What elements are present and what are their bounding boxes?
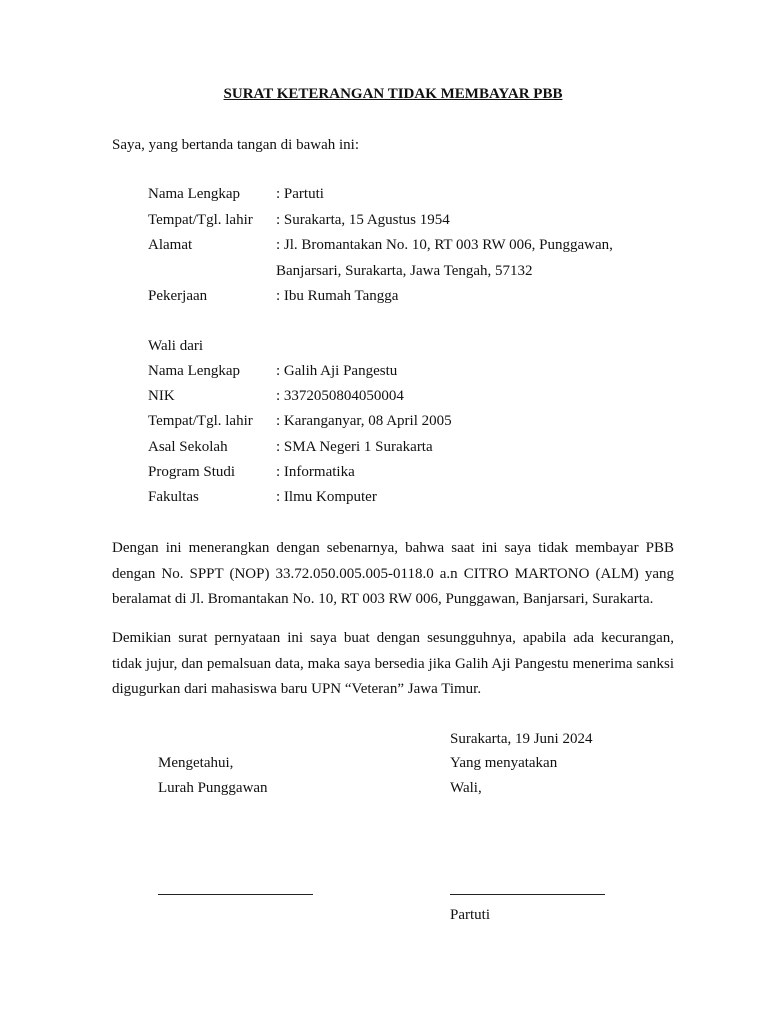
left-signature-line <box>158 894 313 895</box>
declarant-job-label: Pekerjaan <box>148 288 208 304</box>
declarant-birth-label: Tempat/Tgl. lahir <box>148 212 253 228</box>
student-name-label: Nama Lengkap <box>148 363 241 379</box>
declarant-address-value-line2: Banjarsari, Surakarta, Jawa Tengah, 57132 <box>276 263 533 279</box>
student-nik-value: : 3372050804050004 <box>276 388 404 404</box>
student-school-value: : SMA Negeri 1 Surakarta <box>276 439 433 455</box>
left-signature-line2: Lurah Punggawan <box>158 780 268 796</box>
right-signature-line1: Yang menyatakan <box>450 755 558 771</box>
left-signature-line1: Mengetahui, <box>158 755 234 771</box>
intro-text: Saya, yang bertanda tangan di bawah ini: <box>112 137 360 153</box>
declarant-name-value: : Partuti <box>276 186 324 202</box>
declarant-address-label: Alamat <box>148 237 193 253</box>
student-program-value: : Informatika <box>276 464 355 480</box>
declarant-job-value: : Ibu Rumah Tangga <box>276 288 399 304</box>
closing-paragraph: Demikian surat pernyataan ini saya buat dengan sesungguhnya, apabila ada kecurangan, tidak jujur, dan pemalsuan data, maka saya bersedia jika Galih Aji Pangestu menerima sanksi digugurkan dari mahasiswa baru UPN “Veteran” Jawa Timur. <box>112 630 674 697</box>
student-birth-value: : Karanganyar, 08 April 2005 <box>276 413 452 429</box>
student-school-label: Asal Sekolah <box>148 439 228 455</box>
right-signature-line2: Wali, <box>450 780 482 796</box>
student-faculty-label: Fakultas <box>148 489 199 505</box>
document-title: SURAT KETERANGAN TIDAK MEMBAYAR PBB <box>223 86 563 102</box>
statement-paragraph: Dengan ini menerangkan dengan sebenarnya, bahwa saat ini saya tidak membayar PBB dengan No. SPPT (NOP) 33.72.050.005.005-0118.0 a.n CITRO MARTONO (ALM) yang beralamat di Jl. Bromantakan No. 10, RT 003 RW 006, Punggawan, Banjarsari, Surakarta. <box>112 540 674 607</box>
guardian-heading: Wali dari <box>148 338 204 354</box>
right-signature-line <box>450 894 605 895</box>
student-program-label: Program Studi <box>148 464 236 480</box>
place-date: Surakarta, 19 Juni 2024 <box>450 731 593 747</box>
declarant-address-value-line1: : Jl. Bromantakan No. 10, RT 003 RW 006, Punggawan, <box>276 237 613 253</box>
student-birth-label: Tempat/Tgl. lahir <box>148 413 253 429</box>
student-name-value: : Galih Aji Pangestu <box>276 363 398 379</box>
right-signature-name: Partuti <box>450 907 490 923</box>
student-nik-label: NIK <box>148 388 175 404</box>
declarant-birth-value: : Surakarta, 15 Agustus 1954 <box>276 212 450 228</box>
student-faculty-value: : Ilmu Komputer <box>276 489 377 505</box>
declarant-name-label: Nama Lengkap <box>148 186 241 202</box>
